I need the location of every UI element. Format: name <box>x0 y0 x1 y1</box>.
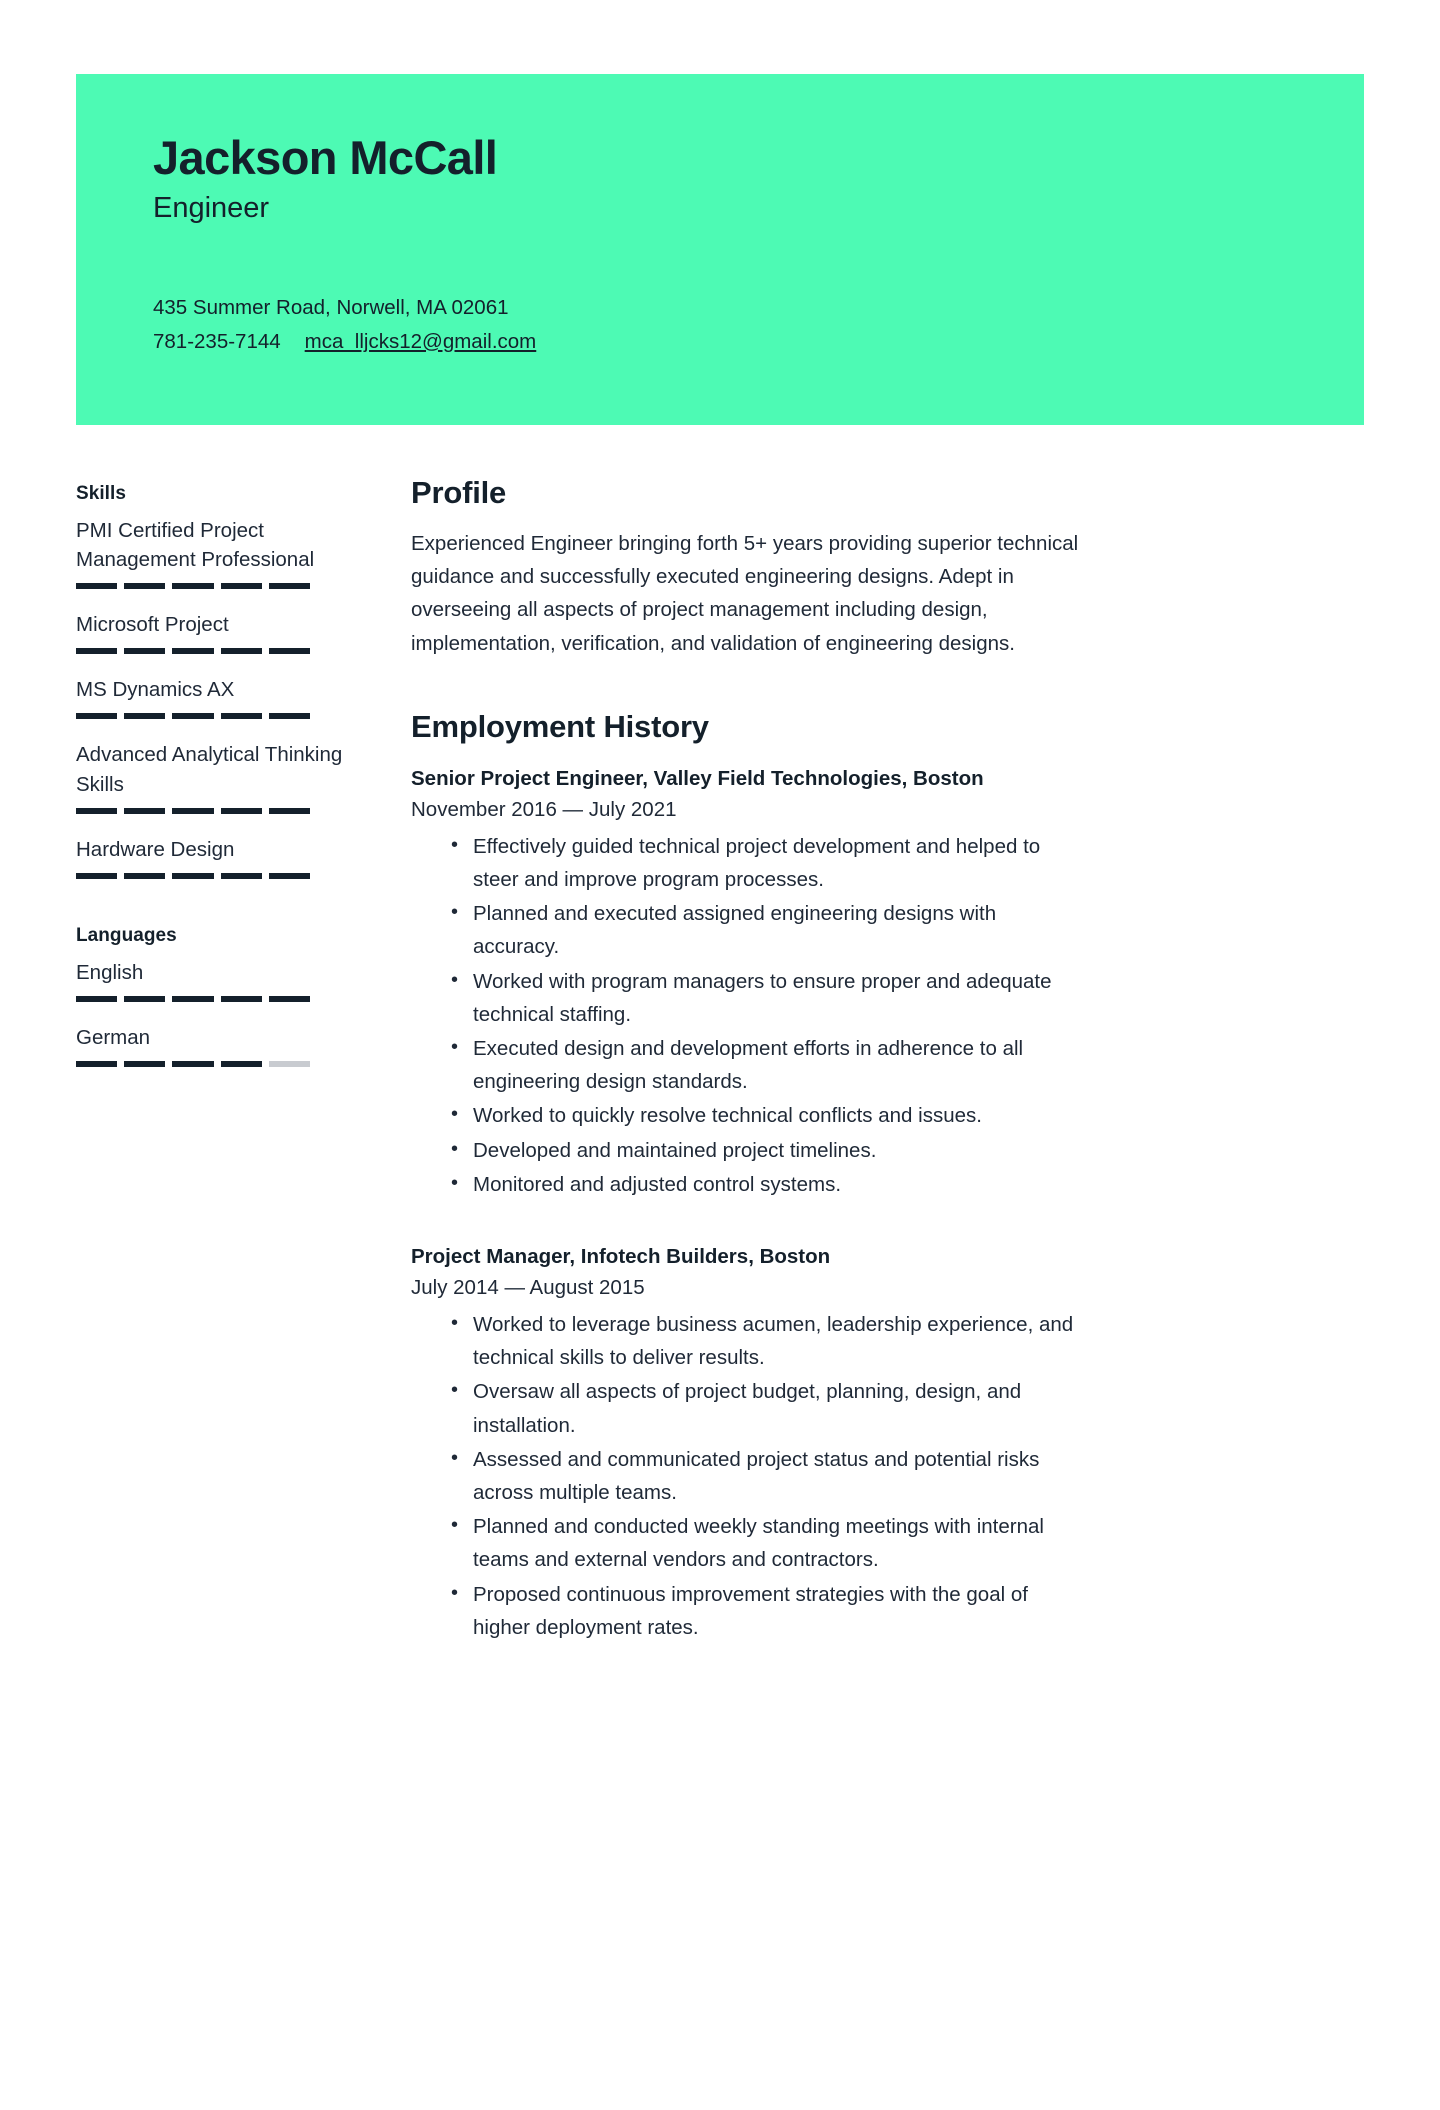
rating-segment-filled <box>221 1061 262 1067</box>
skill-rating-bar <box>76 1061 310 1067</box>
resume-page <box>0 74 1440 2110</box>
employment-bullet: • Monitored and adjusted control systems. <box>451 1168 1086 1201</box>
rating-segment-filled <box>76 808 117 814</box>
header-banner <box>76 74 1364 425</box>
rating-segment-filled <box>269 996 310 1002</box>
rating-segment-filled <box>221 583 262 589</box>
rating-segment-filled <box>76 873 117 879</box>
skill-item-label: Hardware Design <box>76 837 235 861</box>
employment-entry-title: Project Manager, Infotech Builders, Boston <box>411 1245 831 1269</box>
employment-entry-dates: November 2016 — July 2021 <box>411 797 677 821</box>
employment-bullet: • Executed design and development efforts in adherence to all engineering design standards. <box>451 1032 1086 1098</box>
language-item-label: English <box>76 960 144 984</box>
rating-segment-filled <box>172 808 213 814</box>
employment-bullet: • Proposed continuous improvement strategies with the goal of higher deployment rates. <box>451 1578 1086 1644</box>
employment-bullet: • Effectively guided technical project development and helped to steer and improve program processes. <box>451 830 1086 896</box>
profile-heading: Profile <box>411 475 507 510</box>
employment-bullet: • Worked to leverage business acumen, leadership experience, and technical skills to deliver results. <box>451 1308 1086 1374</box>
employment-bullet: • Oversaw all aspects of project budget, planning, design, and installation. <box>451 1375 1086 1441</box>
rating-segment-filled <box>269 713 310 719</box>
candidate-job-title: Engineer <box>153 191 270 224</box>
rating-segment-filled <box>124 1061 165 1067</box>
skill-item <box>76 740 386 813</box>
main-column <box>386 475 1086 1645</box>
rating-segment-filled <box>172 873 213 879</box>
skill-rating-bar <box>76 583 310 589</box>
skill-item <box>76 835 386 879</box>
skill-item <box>76 516 386 589</box>
languages-heading: Languages <box>76 924 177 946</box>
employment-bullet: • Planned and executed assigned engineering designs with accuracy. <box>451 897 1086 963</box>
skill-item <box>76 610 386 654</box>
rating-segment-filled <box>221 713 262 719</box>
rating-segment-filled <box>269 648 310 654</box>
rating-segment-filled <box>76 1061 117 1067</box>
employment-entry <box>411 1245 1086 1644</box>
employment-entry-bullets <box>411 1308 1086 1644</box>
rating-segment-filled <box>76 996 117 1002</box>
rating-segment-filled <box>124 583 165 589</box>
employment-entry <box>411 767 1086 1201</box>
contact-address: 435 Summer Road, Norwell, MA 02061 <box>153 296 509 320</box>
rating-segment-filled <box>221 808 262 814</box>
employment-history-heading: Employment History <box>411 708 709 744</box>
skill-item <box>76 675 386 719</box>
rating-segment-filled <box>172 648 213 654</box>
skill-item-label: PMI Certified Project Management Professional <box>76 519 315 572</box>
skill-rating-bar <box>76 713 310 719</box>
rating-segment-filled <box>269 808 310 814</box>
skill-item-label: Microsoft Project <box>76 613 229 637</box>
profile-text: Experienced Engineer bringing forth 5+ years providing superior technical guidance and successfully executed engineering designs. Adept in overseeing all aspects of project management including design, implementation, verification, and validation of engineering designs. <box>411 532 1079 655</box>
contact-block <box>153 291 1364 357</box>
rating-segment-filled <box>172 583 213 589</box>
languages-list <box>76 958 386 1067</box>
skills-list <box>76 516 386 879</box>
employment-entry-bullets <box>411 830 1086 1201</box>
employment-list <box>411 767 1086 1644</box>
resume-body <box>0 425 1440 1645</box>
language-item <box>76 1023 386 1067</box>
employment-bullet: • Assessed and communicated project status and potential risks across multiple teams. <box>451 1443 1086 1509</box>
contact-phone-email <box>153 325 1364 358</box>
rating-segment-filled <box>172 713 213 719</box>
employment-entry-dates: July 2014 — August 2015 <box>411 1276 645 1300</box>
language-item-label: German <box>76 1025 151 1049</box>
sidebar <box>76 475 386 1088</box>
skill-item-label: MS Dynamics AX <box>76 678 235 702</box>
rating-segment-filled <box>76 713 117 719</box>
employment-bullet: • Worked with program managers to ensure proper and adequate technical staffing. <box>451 965 1086 1031</box>
contact-phone: 781-235-7144 <box>153 329 281 353</box>
rating-segment-filled <box>76 648 117 654</box>
employment-bullet: • Planned and conducted weekly standing meetings with internal teams and external vendors and contractors. <box>451 1510 1086 1576</box>
rating-segment-filled <box>269 873 310 879</box>
skill-rating-bar <box>76 648 310 654</box>
skill-rating-bar <box>76 808 310 814</box>
skills-heading: Skills <box>76 483 126 504</box>
rating-segment-filled <box>124 648 165 654</box>
language-item <box>76 958 386 1002</box>
employment-bullet: • Developed and maintained project timelines. <box>451 1134 1086 1167</box>
rating-segment-filled <box>124 713 165 719</box>
skill-rating-bar <box>76 996 310 1002</box>
skill-item-label: Advanced Analytical Thinking Skills <box>76 743 343 796</box>
rating-segment-filled <box>221 873 262 879</box>
rating-segment-filled <box>124 996 165 1002</box>
rating-segment-filled <box>172 1061 213 1067</box>
rating-segment-filled <box>221 996 262 1002</box>
contact-email-link[interactable]: mca_lljcks12@gmail.com <box>304 329 537 353</box>
skill-rating-bar <box>76 873 310 879</box>
candidate-name: Jackson McCall <box>153 131 498 184</box>
rating-segment-empty <box>269 1061 310 1067</box>
rating-segment-filled <box>221 648 262 654</box>
rating-segment-filled <box>124 873 165 879</box>
employment-entry-title: Senior Project Engineer, Valley Field Technologies, Boston <box>411 766 984 790</box>
rating-segment-filled <box>124 808 165 814</box>
rating-segment-filled <box>172 996 213 1002</box>
rating-segment-filled <box>76 583 117 589</box>
rating-segment-filled <box>269 583 310 589</box>
employment-bullet: • Worked to quickly resolve technical conflicts and issues. <box>451 1099 1086 1132</box>
